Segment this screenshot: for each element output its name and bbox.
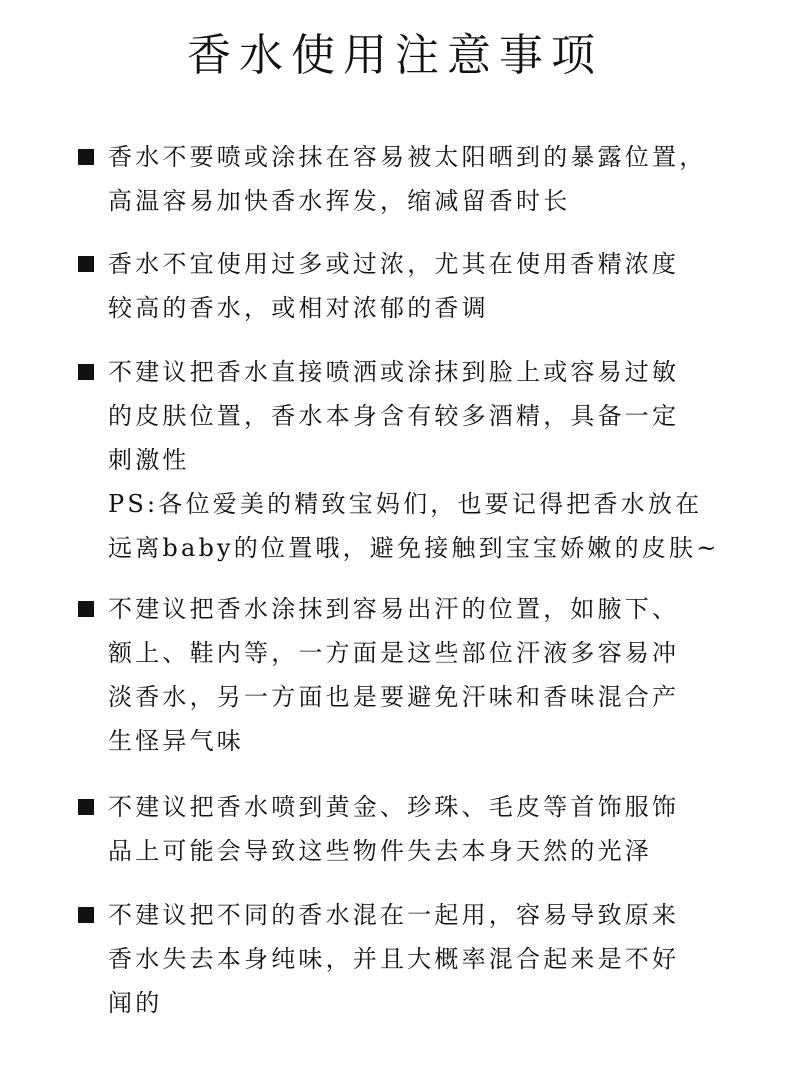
- square-bullet-icon: [78, 364, 94, 380]
- note-line: 香水失去本身纯味，并且大概率混合起来是不好: [108, 945, 680, 973]
- note-text: [108, 350, 720, 570]
- note-line: 远离baby的位置哦，避免接触到宝宝娇嫩的皮肤~: [108, 534, 720, 562]
- square-bullet-icon: [78, 601, 94, 617]
- square-bullet-icon: [78, 907, 94, 923]
- note-line: 香水不要喷或涂抹在容易被太阳晒到的暴露位置，: [108, 143, 707, 171]
- note-text: [108, 587, 708, 763]
- note-text: [108, 785, 708, 873]
- note-line: 较高的香水，或相对浓郁的香调: [108, 294, 489, 322]
- note-text: [108, 893, 708, 1025]
- note-text: [108, 242, 708, 330]
- note-line: 香水不宜使用过多或过浓，尤其在使用香精浓度: [108, 250, 680, 278]
- note-line: 的皮肤位置，香水本身含有较多酒精，具备一定: [108, 402, 680, 430]
- note-line: PS:各位爱美的精致宝妈们，也要记得把香水放在: [108, 490, 703, 518]
- note-line: 不建议把香水直接喷洒或涂抹到脸上或容易过敏: [108, 358, 680, 386]
- note-line: 不建议把香水涂抹到容易出汗的位置，如腋下、: [108, 595, 680, 623]
- square-bullet-icon: [78, 149, 94, 165]
- note-line: 额上、鞋内等，一方面是这些部位汗液多容易冲: [108, 639, 680, 667]
- note-text: [108, 135, 708, 223]
- square-bullet-icon: [78, 799, 94, 815]
- note-line: 淡香水，另一方面也是要避免汗味和香味混合产: [108, 683, 680, 711]
- note-line: 生怪异气味: [108, 727, 244, 755]
- note-line: 闻的: [108, 989, 163, 1017]
- note-line: 高温容易加快香水挥发，缩减留香时长: [108, 187, 571, 215]
- note-line: 品上可能会导致这些物件失去本身天然的光泽: [108, 837, 652, 865]
- note-line: 不建议把不同的香水混在一起用，容易导致原来: [108, 901, 680, 929]
- note-line: 刺激性: [108, 446, 190, 474]
- square-bullet-icon: [78, 256, 94, 272]
- page-title: 香水使用注意事项: [187, 30, 603, 81]
- note-line: 不建议把香水喷到黄金、珍珠、毛皮等首饰服饰: [108, 793, 680, 821]
